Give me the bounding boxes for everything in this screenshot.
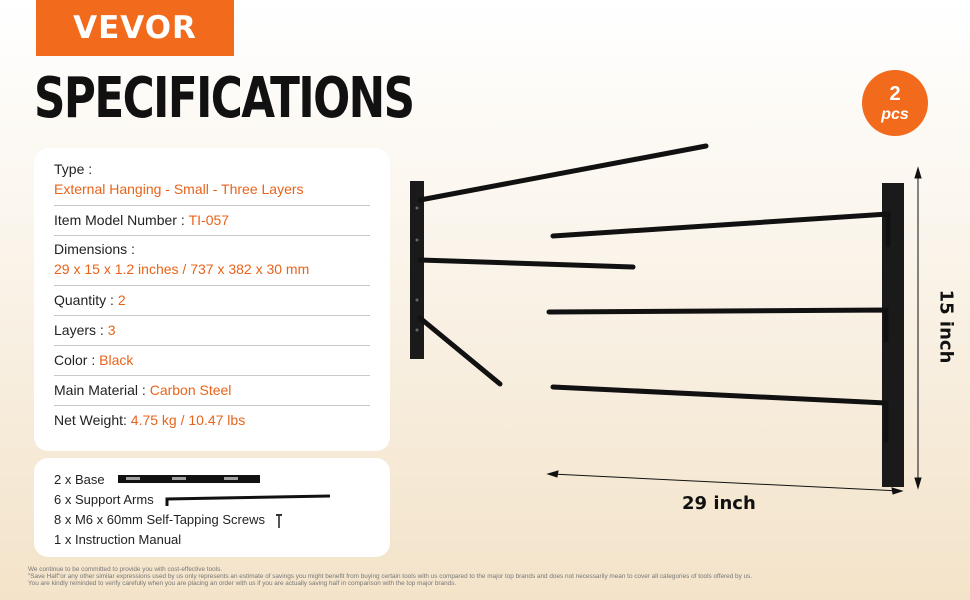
spec-value: 2 — [117, 291, 126, 308]
spec-value: TI-057 — [188, 211, 230, 228]
spec-value: 4.75 kg / 10.47 lbs — [130, 412, 246, 428]
spec-value: Carbon Steel — [149, 381, 232, 398]
spec-value: Black — [99, 351, 134, 368]
dimension-height-arrow — [915, 168, 921, 488]
spec-label: Net Weight: — [54, 412, 127, 428]
spec-label: Color : — [54, 351, 96, 368]
badge-count: 2 — [889, 82, 901, 105]
dimension-width-arrow — [548, 471, 902, 494]
spec-label: Type : — [54, 161, 93, 177]
disclaimer-line: We continue to be committed to provide you with cost-effective tools. — [28, 566, 223, 573]
spec-label: Item Model Number : — [54, 211, 185, 228]
spec-value: 3 — [107, 321, 116, 338]
disclaimer-line: "Save Half"or any other similar expressions used by us only represents an estimate of savings you might benefit from buying certain tools with us compared to the major top brands and does not necessarily mean to cover all categories of tools offered by us. — [28, 573, 753, 580]
page-title: SPECIFICATIONS — [34, 66, 414, 131]
spec-label: Main Material : — [54, 381, 146, 398]
brand-logo: VEVOR — [36, 0, 234, 56]
included-item: 8 x M6 x 60mm Self-Tapping Screws — [54, 512, 265, 527]
spec-label: Layers : — [54, 321, 104, 338]
included-item: 2 x Base — [54, 472, 105, 487]
spec-label: Dimensions : — [54, 241, 135, 257]
width-label: 29 inch — [682, 493, 756, 514]
disclaimer — [28, 566, 948, 587]
spec-value: 29 x 15 x 1.2 inches / 737 x 382 x 30 mm — [54, 261, 310, 277]
included-item: 1 x Instruction Manual — [54, 532, 182, 547]
spec-value: External Hanging - Small - Three Layers — [54, 181, 304, 197]
spec-label: Quantity : — [54, 291, 114, 308]
disclaimer-line: You are kindly reminded to verify carefully when you are placing an order with us if you are actually saving half in comparison with the top major brands. — [28, 580, 457, 587]
rack-right — [549, 183, 904, 487]
height-label: 15 inch — [935, 289, 957, 364]
included-item: 6 x Support Arms — [54, 492, 154, 507]
badge-unit: pcs — [881, 105, 909, 123]
rack-left — [410, 146, 706, 384]
